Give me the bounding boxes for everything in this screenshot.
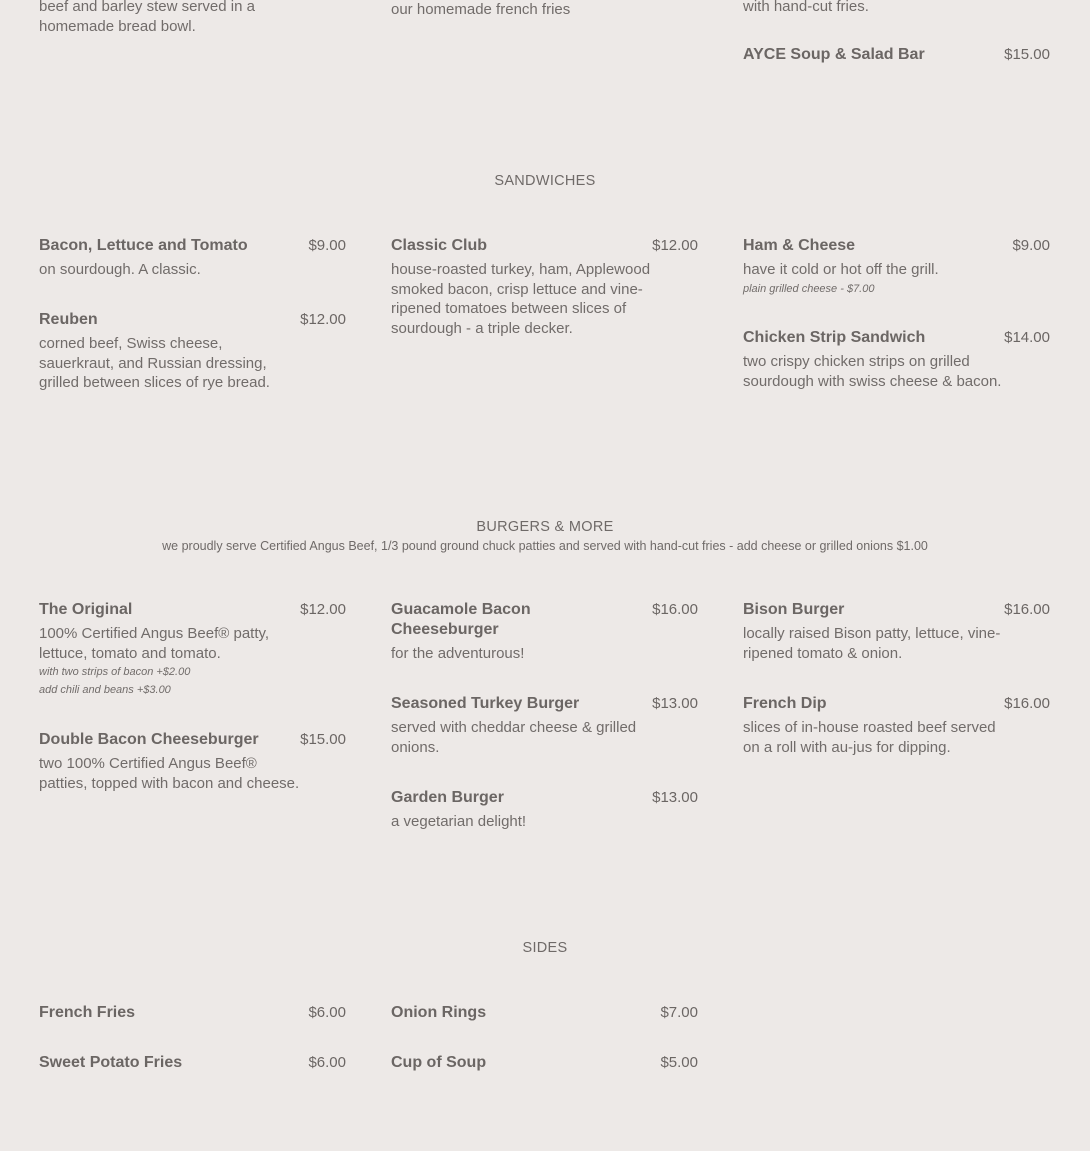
menu-item-price: $13.00 bbox=[652, 695, 698, 712]
menu-item-description: on sourdough. A classic. bbox=[39, 261, 201, 278]
menu-item-name: Sweet Potato Fries bbox=[39, 1054, 183, 1071]
menu-item-description: a vegetarian delight! bbox=[391, 813, 527, 830]
menu-item-description: locally raised Bison patty, lettuce, vine-ripened tomato & onion. bbox=[743, 625, 1001, 662]
section-subtitle-burgers: we proudly serve Certified Angus Beef, 1/3 pound ground chuck patties and served with hand-cut fries - add cheese or grilled onions $1.00 bbox=[162, 539, 928, 553]
menu-item-price: $16.00 bbox=[652, 601, 698, 618]
menu-item-description: two 100% Certified Angus Beef® patties, topped with bacon and cheese. bbox=[39, 755, 300, 792]
menu-item-price: $9.00 bbox=[308, 237, 346, 254]
menu-item-name: AYCE Soup & Salad Bar bbox=[743, 46, 925, 63]
menu-item-description: beef and barley stew served in a homemade bread bowl. bbox=[39, 0, 255, 35]
menu-item-price: $12.00 bbox=[652, 237, 698, 254]
menu-item-onion-rings bbox=[391, 1003, 698, 1023]
menu-item-name: Cup of Soup bbox=[391, 1054, 487, 1071]
menu-item-garden-burger bbox=[391, 788, 698, 832]
menu-item-guacamole-bacon-cheeseburger bbox=[391, 600, 698, 664]
menu-item-price: $7.00 bbox=[660, 1004, 698, 1021]
menu-item-name: Bacon, Lettuce and Tomato bbox=[39, 237, 248, 254]
menu-item-chicken-strip-sandwich bbox=[743, 328, 1050, 391]
menu-item-price: $13.00 bbox=[652, 789, 698, 806]
menu-item-description: have it cold or hot off the grill. bbox=[743, 261, 939, 278]
menu-item-name: Onion Rings bbox=[391, 1004, 487, 1021]
menu-item-price: $14.00 bbox=[1004, 329, 1050, 346]
menu-item-seasoned-turkey-burger bbox=[391, 694, 698, 757]
menu-item-price: $6.00 bbox=[308, 1054, 346, 1071]
menu-item-note: with two strips of bacon +$2.00 bbox=[39, 666, 191, 678]
menu-item-name: Ham & Cheese bbox=[743, 237, 856, 254]
menu-item-reuben bbox=[39, 310, 346, 393]
menu-item-price: $5.00 bbox=[660, 1054, 698, 1071]
menu-item-name: Seasoned Turkey Burger bbox=[391, 695, 580, 712]
section-title-sides: SIDES bbox=[522, 940, 568, 956]
menu-item-the-original bbox=[39, 600, 346, 699]
menu-item-name: Reuben bbox=[39, 311, 98, 328]
menu-item-double-bacon-cheeseburger bbox=[39, 730, 346, 793]
section-title-burgers: BURGERS & MORE bbox=[476, 519, 614, 535]
menu-item-description: our homemade french fries bbox=[391, 1, 571, 18]
menu-item-name: Bison Burger bbox=[743, 601, 845, 618]
menu-item-classic-club bbox=[391, 236, 698, 338]
menu-item-description: served with cheddar cheese & grilled onions. bbox=[391, 719, 637, 756]
menu-item-description: with hand-cut fries. bbox=[743, 0, 869, 15]
menu-item-name: French Dip bbox=[743, 695, 827, 712]
menu-item-price: $15.00 bbox=[1004, 46, 1050, 63]
menu-item-name: Guacamole Bacon Cheeseburger bbox=[391, 601, 531, 638]
menu-item-cup-of-soup bbox=[391, 1053, 698, 1073]
menu-item-price: $12.00 bbox=[300, 601, 346, 618]
menu-item-french-fries bbox=[39, 1003, 346, 1023]
menu-item-name: Double Bacon Cheeseburger bbox=[39, 731, 259, 748]
menu-item-note: add chili and beans +$3.00 bbox=[39, 684, 171, 696]
menu-item-price: $6.00 bbox=[308, 1004, 346, 1021]
menu-item-name: Chicken Strip Sandwich bbox=[743, 329, 926, 346]
menu-item-price: $16.00 bbox=[1004, 695, 1050, 712]
menu-item-description: 100% Certified Angus Beef® patty, lettuce, tomato and tomato. bbox=[39, 625, 270, 662]
menu-item-description: two crispy chicken strips on grilled sourdough with swiss cheese & bacon. bbox=[743, 353, 1002, 390]
menu-item-price: $9.00 bbox=[1012, 237, 1050, 254]
menu-item-name: French Fries bbox=[39, 1004, 136, 1021]
menu-item-price: $16.00 bbox=[1004, 601, 1050, 618]
menu-item-ham-cheese bbox=[743, 236, 1050, 298]
menu-item-description: corned beef, Swiss cheese, sauerkraut, and Russian dressing, grilled between slices of rye bread. bbox=[39, 335, 270, 391]
menu-item-sweet-potato-fries bbox=[39, 1053, 346, 1073]
menu-item-description: for the adventurous! bbox=[391, 645, 525, 662]
menu-item-bison-burger bbox=[743, 600, 1050, 663]
menu-item-name: The Original bbox=[39, 601, 133, 618]
menu-item-ayce-soup-salad-bar bbox=[743, 45, 1050, 65]
menu-item-description: slices of in-house roasted beef served on a roll with au-jus for dipping. bbox=[743, 719, 996, 756]
menu-item-blt bbox=[39, 236, 346, 280]
menu-item-price: $15.00 bbox=[300, 731, 346, 748]
menu-item-note: plain grilled cheese - $7.00 bbox=[743, 282, 875, 295]
menu-item-french-dip bbox=[743, 694, 1050, 757]
menu-item-name: Classic Club bbox=[391, 237, 488, 254]
menu-item-description: house-roasted turkey, ham, Applewood smoked bacon, crisp lettuce and vine-ripened tomatoes between slices of sourdough - a triple decker. bbox=[391, 261, 651, 337]
menu-item-name: Garden Burger bbox=[391, 789, 504, 806]
section-title-sandwiches: SANDWICHES bbox=[494, 173, 596, 189]
menu-item-price: $12.00 bbox=[300, 311, 346, 328]
